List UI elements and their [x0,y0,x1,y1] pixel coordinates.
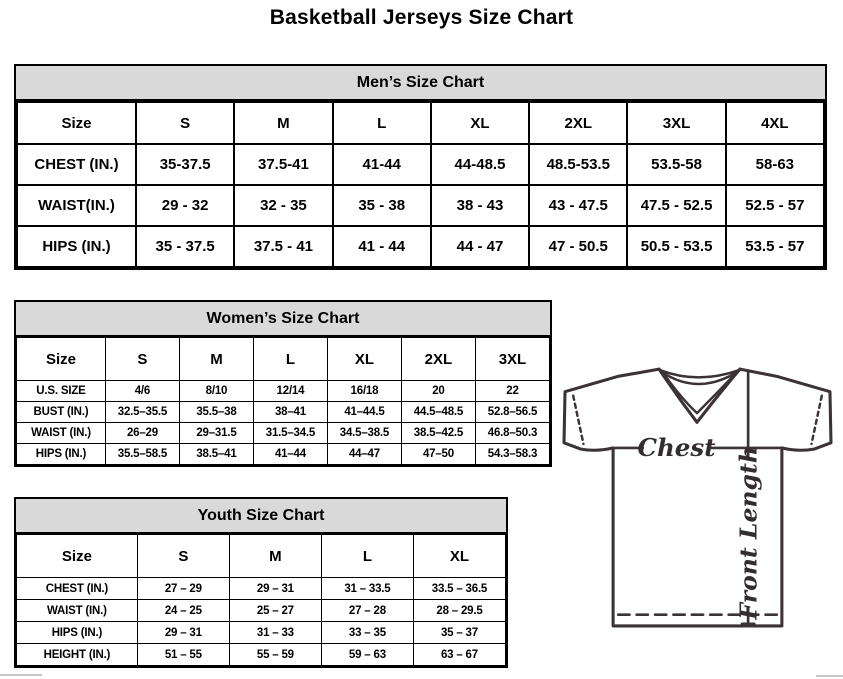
size-value-cell: 54.3–58.3 [475,444,549,465]
youth-size-table [16,534,506,666]
size-value-cell: 44 - 47 [431,226,529,267]
size-value-cell: 47–50 [401,444,475,465]
size-value-cell: 38–41 [253,402,327,423]
size-value-cell: 32.5–35.5 [105,402,179,423]
size-value-cell: 22 [475,381,549,402]
size-value-cell: 52.8–56.5 [475,402,549,423]
table-row [17,144,824,185]
mens-size-chart-section [14,64,827,270]
size-value-cell: 27 – 28 [321,600,413,622]
table-row [17,600,506,622]
column-header: M [229,535,321,578]
size-value-cell: 8/10 [179,381,253,402]
column-header: 3XL [627,102,725,144]
size-value-cell: 16/18 [327,381,401,402]
size-value-cell: 51 – 55 [137,644,229,666]
size-value-cell: 29–31.5 [179,423,253,444]
size-value-cell: 25 – 27 [229,600,321,622]
cutoff-element-bottom-left [0,674,42,676]
size-value-cell: 41 - 44 [333,226,431,267]
size-value-cell: 29 – 31 [137,622,229,644]
size-value-cell: 37.5-41 [234,144,332,185]
table-row [17,226,824,267]
size-value-cell: 41–44 [253,444,327,465]
size-value-cell: 32 - 35 [234,185,332,226]
size-value-cell: 35.5–58.5 [105,444,179,465]
size-value-cell: 31 – 33 [229,622,321,644]
row-label: CHEST (IN.) [17,144,136,185]
column-header: S [137,535,229,578]
size-value-cell: 38.5–41 [179,444,253,465]
size-value-cell: 29 – 31 [229,578,321,600]
size-value-cell: 44-48.5 [431,144,529,185]
row-label: HIPS (IN.) [17,226,136,267]
page-title: Basketball Jerseys Size Chart [269,6,574,29]
column-header: Size [17,535,138,578]
size-value-cell: 12/14 [253,381,327,402]
column-header: 4XL [726,102,824,144]
column-header: 3XL [475,338,549,381]
row-label: HEIGHT (IN.) [17,644,138,666]
size-value-cell: 44.5–48.5 [401,402,475,423]
size-value-cell: 53.5 - 57 [726,226,824,267]
size-value-cell: 53.5-58 [627,144,725,185]
size-value-cell: 41–44.5 [327,402,401,423]
column-header: S [136,102,234,144]
row-label: WAIST(IN.) [17,185,136,226]
column-header: XL [327,338,401,381]
mens-table-title: Men’s Size Chart [16,66,825,101]
row-label: HIPS (IN.) [17,622,138,644]
mens-size-table [16,101,825,268]
size-value-cell: 38.5–42.5 [401,423,475,444]
youth-size-chart-section [14,497,508,668]
column-header: 2XL [401,338,475,381]
size-value-cell: 20 [401,381,475,402]
size-value-cell: 44–47 [327,444,401,465]
size-value-cell: 35 - 38 [333,185,431,226]
size-value-cell: 24 – 25 [137,600,229,622]
size-value-cell: 31.5–34.5 [253,423,327,444]
jersey-measurement-diagram [556,362,840,630]
youth-header-row [17,535,506,578]
table-row [17,622,506,644]
column-header: Size [17,102,136,144]
table-row [17,185,824,226]
womens-table-title: Women’s Size Chart [16,302,550,337]
size-value-cell: 35.5–38 [179,402,253,423]
table-row [17,644,506,666]
table-row [17,381,550,402]
row-label: BUST (IN.) [17,402,106,423]
womens-size-table [16,337,550,465]
column-header: M [179,338,253,381]
column-header: Size [17,338,106,381]
size-value-cell: 28 – 29.5 [413,600,505,622]
womens-header-row [17,338,550,381]
size-value-cell: 26–29 [105,423,179,444]
chest-label: Chest [637,433,716,463]
size-value-cell: 63 – 67 [413,644,505,666]
column-header: XL [431,102,529,144]
cutoff-element-bottom-right [816,675,843,677]
size-value-cell: 47 - 50.5 [529,226,627,267]
size-value-cell: 38 - 43 [431,185,529,226]
jersey-outline [564,369,831,626]
size-value-cell: 58-63 [726,144,824,185]
table-row [17,444,550,465]
size-value-cell: 35 - 37.5 [136,226,234,267]
size-value-cell: 34.5–38.5 [327,423,401,444]
table-row [17,423,550,444]
size-value-cell: 4/6 [105,381,179,402]
row-label: U.S. SIZE [17,381,106,402]
table-row [17,578,506,600]
mens-header-row [17,102,824,144]
size-value-cell: 48.5-53.5 [529,144,627,185]
column-header: L [321,535,413,578]
row-label: WAIST (IN.) [17,423,106,444]
size-value-cell: 46.8–50.3 [475,423,549,444]
size-value-cell: 33 – 35 [321,622,413,644]
column-header: M [234,102,332,144]
column-header: L [253,338,327,381]
womens-size-chart-section [14,300,552,467]
size-value-cell: 35-37.5 [136,144,234,185]
size-value-cell: 35 – 37 [413,622,505,644]
size-value-cell: 43 - 47.5 [529,185,627,226]
size-value-cell: 29 - 32 [136,185,234,226]
size-value-cell: 37.5 - 41 [234,226,332,267]
size-value-cell: 41-44 [333,144,431,185]
table-row [17,402,550,423]
size-value-cell: 27 – 29 [137,578,229,600]
sleeve-cuff-dash-left [573,396,583,444]
row-label: CHEST (IN.) [17,578,138,600]
size-value-cell: 52.5 - 57 [726,185,824,226]
jersey-diagram-svg [556,362,840,630]
size-value-cell: 50.5 - 53.5 [627,226,725,267]
size-value-cell: 59 – 63 [321,644,413,666]
size-value-cell: 47.5 - 52.5 [627,185,725,226]
sleeve-cuff-dash-right [812,396,822,444]
size-value-cell: 55 – 59 [229,644,321,666]
youth-table-title: Youth Size Chart [16,499,506,534]
column-header: S [105,338,179,381]
column-header: XL [413,535,505,578]
column-header: 2XL [529,102,627,144]
row-label: HIPS (IN.) [17,444,106,465]
front-length-label: Front Length [734,446,763,620]
row-label: WAIST (IN.) [17,600,138,622]
size-value-cell: 33.5 – 36.5 [413,578,505,600]
column-header: L [333,102,431,144]
size-value-cell: 31 – 33.5 [321,578,413,600]
